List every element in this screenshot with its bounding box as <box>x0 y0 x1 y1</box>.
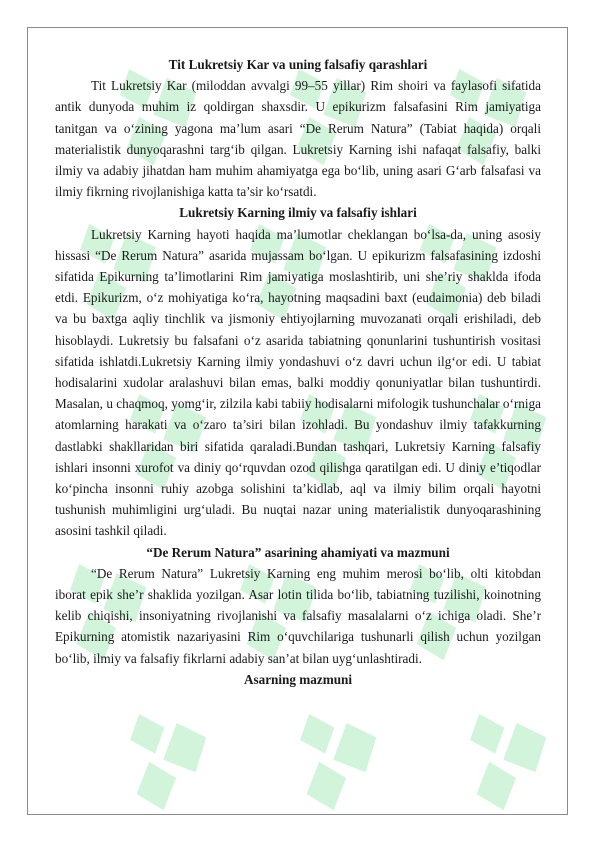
section-heading-1: Tit Lukretsiy Kar va uning falsafiy qarashlari <box>168 57 428 72</box>
section-heading-2: Lukretsiy Karning ilmiy va falsafiy ishlari <box>179 205 417 221</box>
section-heading-3: “De Rerum Natura” asarining ahamiyati va mazmuni <box>146 544 450 560</box>
section-paragraph-3: “De Rerum Natura” Lukretsiy Karning eng muhim merosi bo‘lib, olti kitobdan iborat epik she’r shaklida yozilgan. Asar lotin tilida bo‘lib, tabiatning tuzilishi, koinotning kelib chiqishi, insoniyatning rivojlanishi va falsafiy masalalarni o‘z ichiga oladi. She’r Epikurning atomistik nazariyasini Rim o‘quvchilariga tushunarli qilish uchun yozilgan bo‘lib, ilmiy va falsafiy fikrlarni adabiy san’at bilan uyg‘unlashtiradi. <box>55 565 541 666</box>
section-heading-4: Asarning mazmuni <box>243 671 353 687</box>
section-paragraph-2: Lukretsiy Karning hayoti haqida ma’lumotlar cheklangan bo‘lsa-da, uning asosiy hissasi “De Rerum Natura” asarida mujassam bo‘lgan. U epikurizm falsafasining izdoshi sifatida Epikurning ta’limotlarini Rim jamiyatiga moslashtirib, uni she’riy shaklda ifoda etdi. Epikurizm, o‘z mohiyatiga ko‘ra, hayotning maqsadini baxt (eudaimonia) deb biladi va bu baxtga aqliy tinchlik va jismoniy ehtiyojlarning muvozanati orqali erishiladi, deb hisoblaydi. Lukretsiy bu falsafani o‘z asarida tabiatning qonunlarini tushuntirish vositasi sifatida ishlatdi.Lukretsiy Karning ilmiy yondashuvi o‘z davri uchun ilg‘or edi. U tabiat hodisalarini xudolar aralashuvi bilan emas, balki moddiy qonuniyatlar bilan tushuntirdi. Masalan, u chaqmoq, yomg‘ir, zilzila kabi tabiiy hodisalarni mifologik tushunchalar o‘rniga atomlarning harakati va o‘zaro ta’siri bilan izohladi. Bu yondashuv ilmiy tafakkurning dastlabki shakllaridan biri sifatida qaraladi.Bundan tashqari, Lukretsiy Karning falsafiy ishlari insonni xurofot va diniy qo‘rquvdan ozod qilishga qaratilgan edi. U diniy e’tiqodlar ko‘pincha insonni ruhiy azobga solishini ta’kidlab, aql va ilmiy bilim orqali hayotni tushunish muhimligini urg‘uladi. Bu nuqtai nazar uning materialistik dunyoqarashining asosini tashkil qiladi. <box>55 226 541 539</box>
document-body <box>55 54 541 690</box>
section-paragraph-1: Tit Lukretsiy Kar (miloddan avvalgi 99–55 yillar) Rim shoiri va faylasofi sifatida antik dunyoda muhim iz qoldirgan shaxsdir. U epikurizm falsafasini Rim jamiyatiga tanitgan va o‘zining yagona ma’lum asari “De Rerum Natura” (Tabiat haqida) orqali materialistik dunyoqarashni targ‘ib qilgan. Lukretsiy Karning ishi nafaqat falsafiy, balki ilmiy va adabiy jihatdan ham muhim ahamiyatga ega bo‘lib, uning asari G‘arb falsafasi va ilmiy fikrning rivojlanishiga katta ta’sir ko‘rsatdi. <box>55 78 541 200</box>
